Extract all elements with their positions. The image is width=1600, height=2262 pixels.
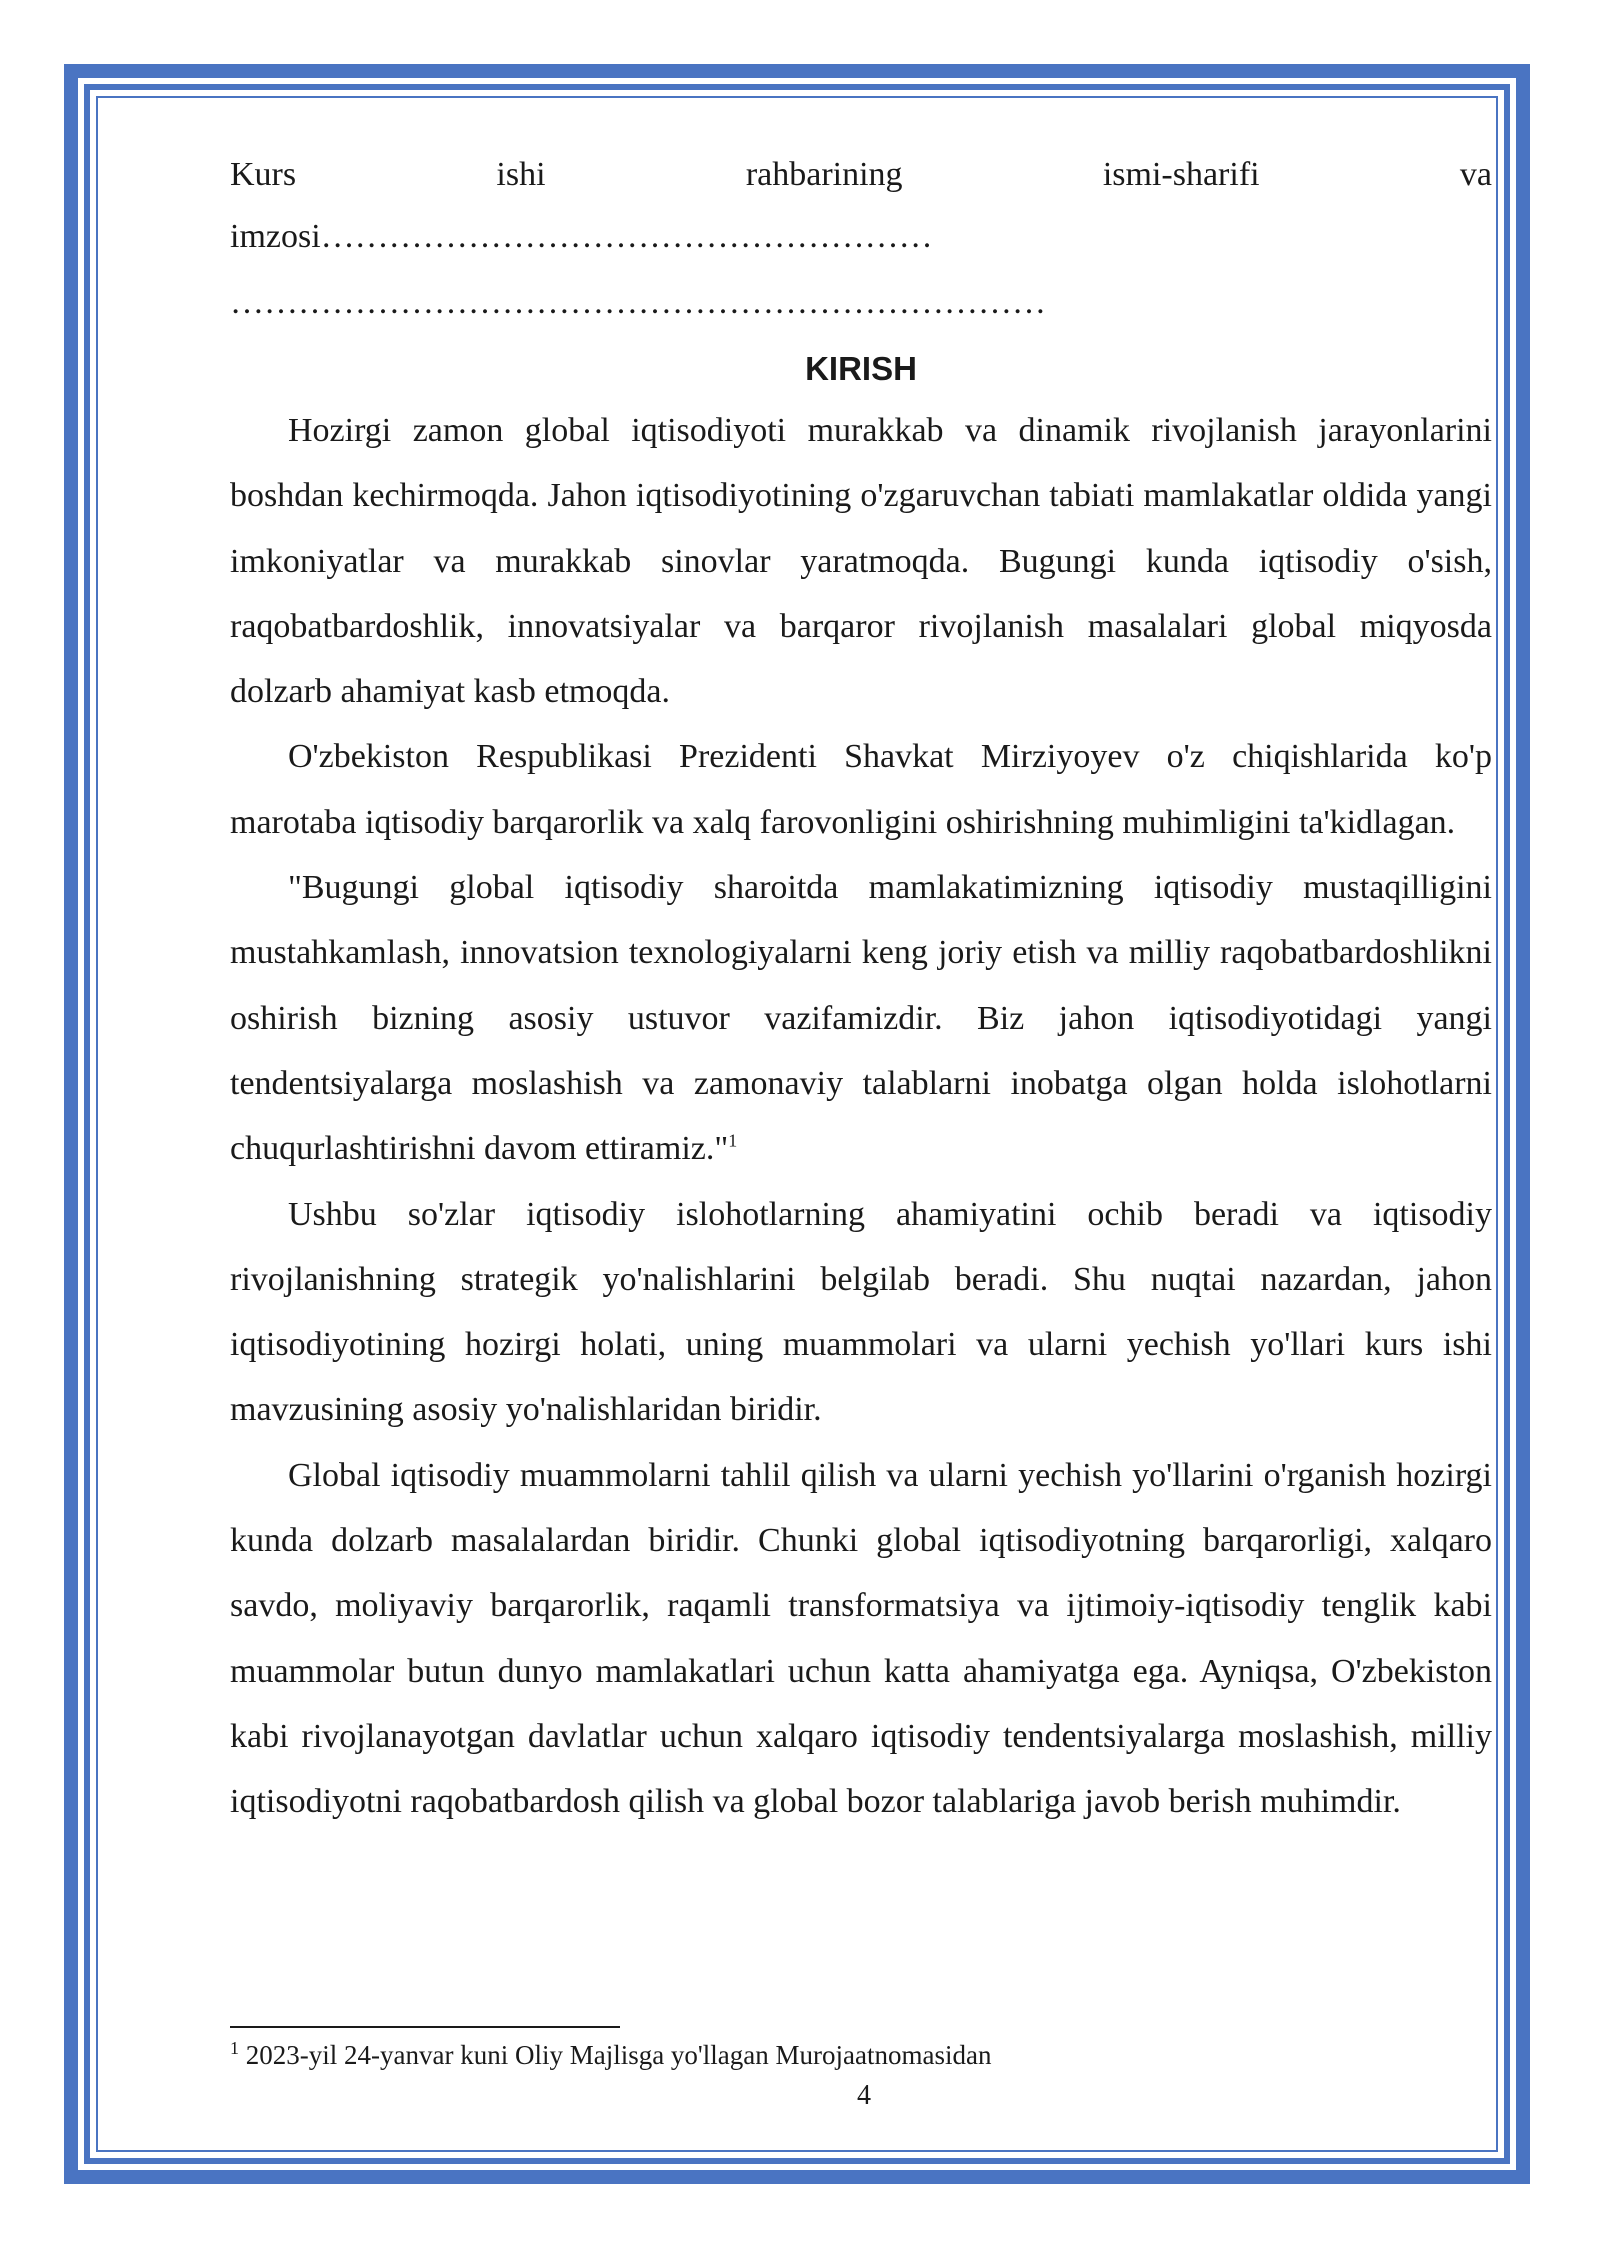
- footnote-reference[interactable]: 1: [728, 1130, 738, 1151]
- paragraph: O'zbekiston Respublikasi Prezidenti Shavkat Mirziyoyev o'z chiqishlarida ko'p marotaba iqtisodiy barqarorlik va xalq farovonligini oshirishning muhimligini ta'kidlagan.: [230, 738, 1492, 841]
- signature-line: [230, 146, 1492, 204]
- quote-text: "Bugungi global iqtisodiy sharoitda mamlakatimizning iqtisodiy mustaqilligini mustahkamlash, innovatsion texnologiyalarni keng joriy etish va milliy raqobatbardoshlikni oshirish bizning asosiy ustuvor vazifamizdir. Biz jahon iqtisodiyotidagi yangi tendentsiyalarga moslashish va zamonaviy talablarni inobatga olgan holda islohotlarni chuqurlashtirishni davom ettiramiz.": [230, 869, 1492, 1168]
- quote-paragraph: [230, 855, 1492, 1181]
- signature-word: ismi-sharifi: [1102, 156, 1260, 193]
- signature-word: Kurs: [230, 156, 297, 193]
- paragraph: Hozirgi zamon global iqtisodiyoti murakkab va dinamik rivojlanish jarayonlarini boshdan kechirmoqda. Jahon iqtisodiyotining o'zgaruvchan tabiati mamlakatlar oldida yangi imkoniyatlar va murakkab sinovlar yaratmoqda. Bugungi kunda iqtisodiy o'sish, raqobatbardoshlik, innovatsiyalar va barqaror rivojlanish masalalari global miqyosda dolzarb ahamiyat kasb etmoqda.: [230, 412, 1492, 711]
- signature-field: imzosi………………………………………………: [230, 218, 933, 255]
- footnote-marker: 1: [230, 2038, 239, 2058]
- signature-blank-line: ………………………………………………………………: [230, 284, 1046, 321]
- page-number: 4: [857, 2080, 871, 2111]
- signature-word: ishi: [496, 156, 546, 193]
- signature-word: rahbarining: [745, 156, 903, 193]
- section-heading: KIRISH: [805, 350, 917, 387]
- footnote: [230, 2040, 991, 2071]
- signature-word: va: [1459, 156, 1492, 193]
- footnote-separator: [230, 2026, 620, 2028]
- footnote-text: 2023-yil 24-yanvar kuni Oliy Majlisga yo'llagan Murojaatnomasidan: [245, 2040, 992, 2070]
- page-content: [230, 146, 1492, 1835]
- paragraph: Ushbu so'zlar iqtisodiy islohotlarning ahamiyatini ochib beradi va iqtisodiy rivojlanishning strategik yo'nalishlarini belgilab beradi. Shu nuqtai nazardan, jahon iqtisodiyotining hozirgi holati, uning muammolari va ularni yechish yo'llari kurs ishi mavzusining asosiy yo'nalishlaridan biridir.: [230, 1195, 1492, 1429]
- paragraph: Global iqtisodiy muammolarni tahlil qilish va ularni yechish yo'llarini o'rganish hozirgi kunda dolzarb masalalardan biridir. Chunki global iqtisodiyotning barqarorligi, xalqaro savdo, moliyaviy barqarorlik, raqamli transformatsiya va ijtimoiy-iqtisodiy tenglik kabi muammolar butun dunyo mamlakatlari uchun katta ahamiyatga ega. Ayniqsa, O'zbekiston kabi rivojlanayotgan davlatlar uchun xalqaro iqtisodiy tendentsiyalarga moslashish, milliy iqtisodiyotni raqobatbardosh qilish va global bozor talablariga javob berish muhimdir.: [230, 1456, 1492, 1821]
